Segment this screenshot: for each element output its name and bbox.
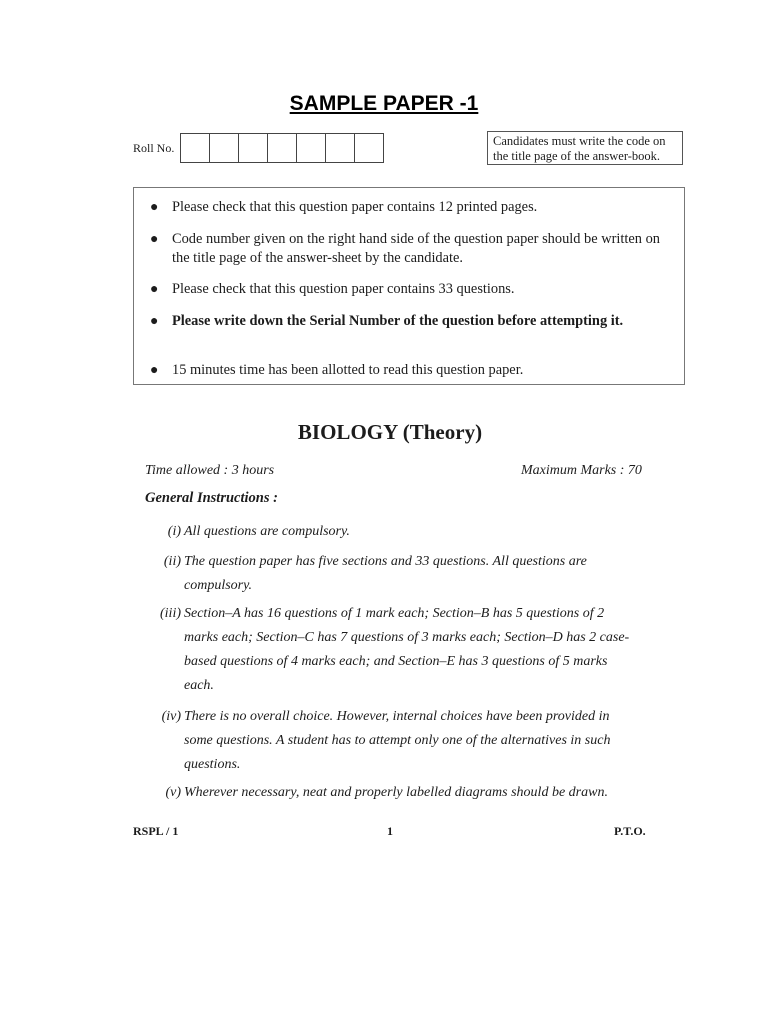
checklist-text: 15 minutes time has been allotted to read this question paper.	[172, 362, 524, 378]
bullet-icon: ●	[150, 363, 159, 378]
instruction-number: (iv)	[161, 709, 181, 724]
instruction-item	[145, 550, 635, 598]
checklist-text: Please write down the Serial Number of the question before attempting it.	[172, 313, 624, 329]
checklist-text: Please check that this question paper contains 12 printed pages.	[172, 199, 538, 215]
pto-label: P.T.O.	[614, 824, 646, 838]
roll-number-box[interactable]	[180, 133, 210, 163]
instruction-number: (iii)	[160, 606, 181, 621]
roll-number-boxes	[181, 133, 384, 163]
roll-number-box[interactable]	[325, 133, 355, 163]
subject-title: BIOLOGY (Theory)	[297, 420, 483, 444]
code-instruction-note: Candidates must write the code on the title page of the answer-book.	[487, 131, 683, 165]
instruction-number: (i)	[167, 524, 181, 539]
bullet-icon: ●	[150, 282, 159, 297]
roll-number-label: Roll No.	[133, 141, 175, 155]
instruction-item	[145, 602, 635, 698]
checklist-item	[150, 198, 680, 217]
roll-number-box[interactable]	[354, 133, 384, 163]
instruction-item	[145, 705, 635, 777]
bullet-icon: ●	[150, 314, 159, 329]
bullet-icon: ●	[150, 200, 159, 215]
paper-code: RSPL / 1	[133, 824, 179, 838]
checklist-text: Please check that this question paper contains 33 questions.	[172, 281, 515, 297]
instruction-text: The question paper has five sections and 33 questions. All questions are compulsory.	[184, 554, 587, 593]
instruction-number: (v)	[165, 785, 181, 800]
instruction-text: All questions are compulsory.	[184, 524, 350, 539]
checklist-item	[150, 280, 680, 299]
roll-number-box[interactable]	[209, 133, 239, 163]
general-instructions-heading: General Instructions :	[145, 490, 278, 506]
instruction-text: Wherever necessary, neat and properly labelled diagrams should be drawn.	[184, 785, 608, 800]
instruction-item	[145, 781, 635, 805]
checklist-item	[150, 312, 680, 331]
instruction-text: Section–A has 16 questions of 1 mark each; Section–B has 5 questions of 2 marks each; Section–C has 7 questions of 3 marks each; Section–D has 2 case-based questions of 4 marks each; and Section–E has 3 questions of 5 marks each.	[184, 606, 630, 693]
checklist-item	[150, 230, 680, 268]
instruction-number: (ii)	[163, 554, 181, 569]
maximum-marks: Maximum Marks : 70	[521, 463, 642, 478]
checklist-item	[150, 361, 680, 380]
time-allowed: Time allowed : 3 hours	[145, 463, 275, 478]
roll-number-box[interactable]	[238, 133, 268, 163]
instruction-item	[145, 520, 635, 544]
roll-number-box[interactable]	[296, 133, 326, 163]
checklist-text: Code number given on the right hand side of the question paper should be written on the title page of the answer-sheet by the candidate.	[172, 231, 660, 266]
page-title: SAMPLE PAPER -1	[289, 92, 479, 115]
instruction-text: There is no overall choice. However, internal choices have been provided in some questions. A student has to attempt only one of the alternatives in such questions.	[184, 709, 611, 772]
bullet-icon: ●	[150, 232, 159, 247]
page-number: 1	[387, 824, 393, 838]
roll-number-box[interactable]	[267, 133, 297, 163]
